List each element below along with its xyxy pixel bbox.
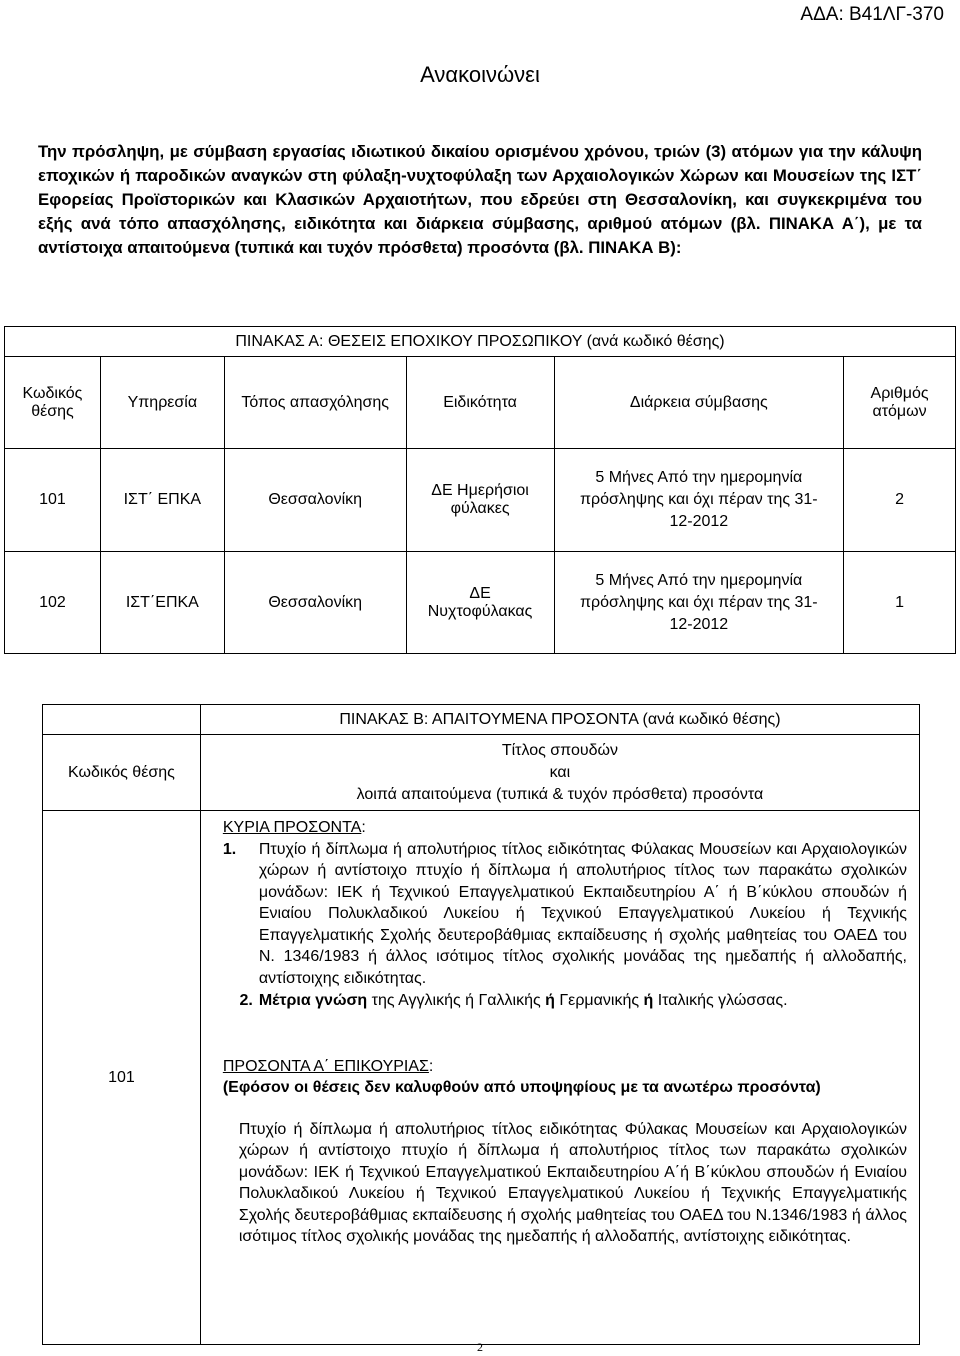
table-b-code: 101	[43, 811, 201, 1345]
cell-specialty: ΔΕ Νυχτοφύλακας	[406, 552, 554, 654]
aux-qualifications-text: Πτυχίο ή δίπλωμα ή απολυτήριος τίτλος ειδικότητας Φύλακας Μουσείων και Αρχαιολογικών χώρων ή αντίστοιχο πτυχίο ή δίπλωμα ή απολυτήριος τίτλος των παρακάτω σχολικών μονάδων: ΙΕΚ ή Τεχνικού Επαγγελματικού Εκπαιδευτηρίου Α΄ή Β΄κύκλου σπουδών ή Ενιαίου Πολυκλαδικού Λυκείου ή Τεχνικού Επαγγελματικού Λυκείου ή Τεχνικής Επαγγελματικής Σχολής δευτεροβάθμιας εκπαίδευσης ή σχολής μαθητείας του ΟΑΕΔ του Ν.1346/1983 ή άλλος ισότιμος τίτλος σχολικής μονάδας της ημεδαπής ή αλλοδαπής, αντίστοιχης ειδικότητας.	[238, 1120, 907, 1245]
cell-count: 1	[844, 552, 956, 654]
list-item: 2. Μέτρια γνώση της Αγγλικής ή Γαλλικής ή Γερμανικής ή Ιταλικής γλώσσας.	[239, 992, 788, 1009]
table-a-header: Διάρκεια σύμβασης	[554, 357, 844, 449]
list-item: 1. Πτυχίο ή δίπλωμα ή απολυτήριος τίτλος ειδικότητας Φύλακας Μουσείων και Αρχαιολογικών χώρων ή αντίστοιχο πτυχίο ή δίπλωμα ή απολυτήριος τίτλος των παρακάτω σχολικών μονάδων: ΙΕΚ ή Τεχνικού Επαγγελματικού Εκπαιδευτηρίου Α΄ ή Β΄κύκλου σπουδών ή Ενιαίου Πολυκλαδικού Λυκείου ή Τεχνικού Επαγγελματικού Λυκείου ή Τεχνικής Επαγγελματικής Σχολής δευτεροβάθμιας εκπαίδευσης ή σχολής μαθητείας του ΟΑΕΔ του Ν. 1346/1983 ή άλλος ισότιμος τίτλος σχολικής μονάδας της ημεδαπής ή αλλοδαπής, αντίστοιχης ειδικότητας.	[222, 840, 907, 987]
cell-place: Θεσσαλονίκη	[224, 552, 406, 654]
table-a	[4, 326, 956, 654]
table-b-header-qualifications: Τίτλος σπουδών και λοιπά απαιτούμενα (τυπικά & τυχόν πρόσθετα) προσόντα	[200, 735, 919, 811]
cell-place: Θεσσαλονίκη	[224, 449, 406, 552]
cell-service: ΙΣΤ΄ΕΠΚΑ	[100, 552, 224, 654]
main-qualifications-list	[223, 839, 907, 1012]
aux-qualifications-heading: ΠΡΟΣΟΝΤΑ Α΄ ΕΠΙΚΟΥΡΙΑΣ:	[222, 1057, 434, 1075]
cell-service: ΙΣΤ΄ ΕΠΚΑ	[100, 449, 224, 552]
cell-duration: 5 Μήνες Από την ημερομηνία πρόσληψης και όχι πέραν της 31-12-2012	[554, 552, 844, 654]
cell-code: 102	[5, 552, 101, 654]
intro-paragraph: Την πρόσληψη, με σύμβαση εργασίας ιδιωτικού δικαίου ορισμένου χρόνου, τριών (3) ατόμων για την κάλυψη εποχικών ή παροδικών αναγκών στη φύλαξη-νυχτοφύλαξη των Αρχαιολογικών Χώρων και Μουσείων της ΙΣΤ΄ Εφορείας Προϊστορικών και Κλασικών Αρχαιοτήτων, που εδρεύει στη Θεσσαλονίκη, και συγκεκριμένα του εξής ανά τόπο απασχόλησης, ειδικότητα και διάρκεια σύμβασης, αριθμού ατόμων (βλ. ΠΙΝΑΚΑ Α΄), με τα αντίστοιχα απαιτούμενα (τυπικά και τυχόν πρόσθετα) προσόντα (βλ. ΠΙΝΑΚΑ Β):	[38, 142, 922, 257]
table-b-caption: ΠΙΝΑΚΑΣ Β: ΑΠΑΙΤΟΥΜΕΝΑ ΠΡΟΣΟΝΤΑ (ανά κωδικό θέσης)	[200, 705, 919, 735]
page-number: 2	[477, 1340, 483, 1354]
table-a-header: Αριθμός ατόμων	[844, 357, 956, 449]
table-b-header-code: Κωδικός θέσης	[43, 735, 201, 811]
cell-code: 101	[5, 449, 101, 552]
qualifications-cell	[200, 811, 919, 1345]
table-a-header: Τόπος απασχόλησης	[224, 357, 406, 449]
table-a-caption: ΠΙΝΑΚΑΣ Α: ΘΕΣΕΙΣ ΕΠΟΧΙΚΟΥ ΠΡΟΣΩΠΙΚΟΥ (ανά κωδικό θέσης)	[5, 327, 956, 357]
cell-duration: 5 Μήνες Από την ημερομηνία πρόσληψης και όχι πέραν της 31-12-2012	[554, 449, 844, 552]
aux-note: (Εφόσον οι θέσεις δεν καλυφθούν από υποψηφίους με τα ανωτέρω προσόντα)	[222, 1079, 821, 1096]
table-a-header: Ειδικότητα	[406, 357, 554, 449]
table-row	[5, 552, 956, 654]
main-qualifications-heading: ΚΥΡΙΑ ΠΡΟΣΟΝΤΑ:	[222, 819, 366, 836]
page-title: Ανακοινώνει	[420, 62, 540, 87]
ada-code: ΑΔΑ: Β41ΛΓ-370	[800, 4, 944, 25]
cell-specialty: ΔΕ Ημερήσιοι φύλακες	[406, 449, 554, 552]
table-a-header: Υπηρεσία	[100, 357, 224, 449]
table-row	[5, 449, 956, 552]
table-a-header: Κωδικός θέσης	[5, 357, 101, 449]
table-b	[42, 704, 920, 1345]
cell-count: 2	[844, 449, 956, 552]
